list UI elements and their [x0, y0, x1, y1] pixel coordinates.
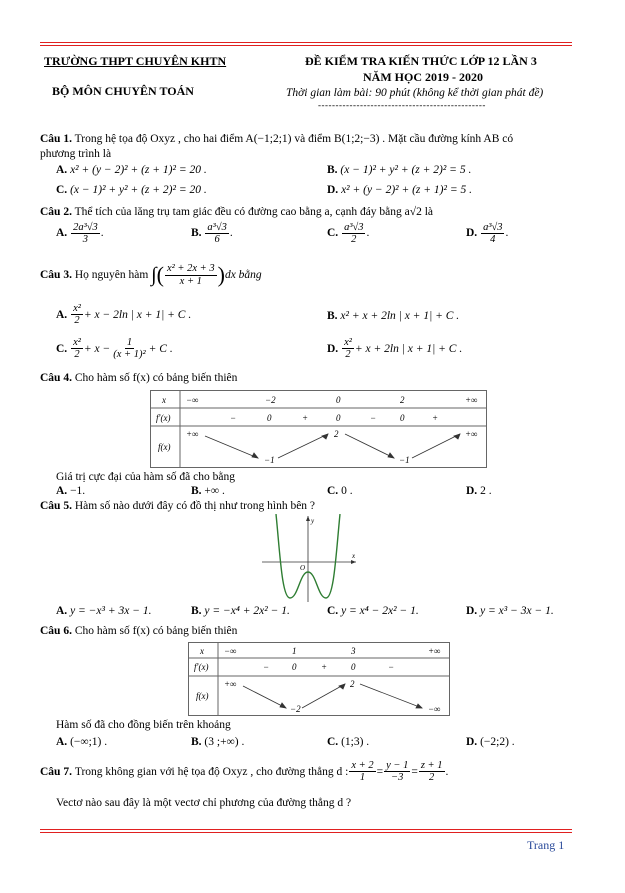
q3-option-b[interactable]: B. x² + x + 2ln | x + 1| + C . [327, 310, 460, 322]
q5-option-a[interactable]: A. y = −x³ + 3x − 1. [56, 605, 152, 617]
bottom-rule-2 [40, 832, 572, 833]
question-label: Câu 5. [40, 500, 72, 512]
q6-sign: 0 [351, 662, 356, 672]
q5-option-d[interactable]: D. y = x³ − 3x − 1. [466, 605, 554, 617]
q6-fprime-label: f′(x) [194, 662, 209, 672]
question-text: Cho hàm số f(x) có bảng biến thiên [74, 372, 238, 384]
q4-sign: + [302, 413, 309, 423]
x-axis-label: x [352, 552, 356, 560]
q4-fprime-label: f′(x) [156, 413, 171, 423]
q4-f-label: f(x) [158, 442, 171, 452]
department: BỘ MÔN CHUYÊN TOÁN [52, 84, 194, 98]
top-rule-1 [40, 42, 572, 43]
question-4-prompt: Giá trị cực đại của hàm số đã cho bằng [56, 471, 235, 483]
q5-option-c[interactable]: C. y = x⁴ − 2x² − 1. [327, 605, 419, 617]
q1-option-d[interactable]: D. x² + (y − 2)² + (z + 1)² = 5 . [327, 184, 472, 196]
q4-x-val: +∞ [465, 395, 478, 405]
q4-x-val: −2 [265, 395, 276, 405]
page-number: Trang 1 [527, 838, 565, 852]
q4-sign: + [432, 413, 439, 423]
q6-option-b[interactable]: B. (3 ;+∞) . [191, 736, 245, 748]
q4-option-b[interactable]: B. +∞ . [191, 485, 225, 497]
q6-x-val: 3 [351, 646, 356, 656]
q3-option-d[interactable]: D. $\frac{\text{x²}}{2}$ + x + 2ln | x + 1| + C . [327, 337, 463, 361]
q6-sign: + [321, 662, 328, 672]
q4-f-val: −1 [264, 455, 275, 465]
dash-line: ------------------------------------------------ [318, 100, 486, 110]
q4-x-label: x [162, 395, 166, 405]
question-3: Câu 3. Họ nguyên hàm ∫ ( $\frac{\text{x² + 2x + 3}}{x + 1}$ ) dx bằng [40, 262, 262, 287]
question-7-prompt: Vectơ nào sau đây là một vectơ chỉ phương của đường thẳng d ? [56, 797, 352, 809]
question-label: Câu 6. [40, 625, 72, 637]
school-year: NĂM HỌC 2019 - 2020 [363, 70, 483, 84]
q4-sign: − [370, 413, 377, 423]
q1-option-c[interactable]: C. (x − 1)² + y² + (z + 2)² = 20 . [56, 184, 207, 196]
question-6 [40, 625, 237, 637]
q4-sign: − [230, 413, 237, 423]
q5-option-b[interactable]: B. y = −x⁴ + 2x² − 1. [191, 605, 290, 617]
q1-option-a[interactable]: A. x² + (y − 2)² + (z + 1)² = 20 . [56, 164, 207, 176]
q6-sign: − [263, 662, 270, 672]
q3-option-c[interactable]: C. $\frac{\text{x²}}{2}$ + x − $\frac{1}{\text{(x + 1)²}}$ + C . [56, 337, 173, 361]
q6-f-val: −∞ [428, 704, 441, 714]
q4-sign: 0 [336, 413, 341, 423]
exam-title: ĐỀ KIỂM TRA KIẾN THỨC LỚP 12 LẦN 3 [305, 54, 537, 68]
question-6-prompt: Hàm số đã cho đồng biến trên khoảng [56, 719, 231, 731]
q6-f-label: f(x) [196, 691, 209, 701]
q6-x-label: x [200, 646, 204, 656]
question-2 [40, 206, 433, 218]
school-name: TRƯỜNG THPT CHUYÊN KHTN [44, 54, 227, 68]
variation-table-q4 [150, 390, 487, 468]
q4-x-val: 2 [400, 395, 405, 405]
time-note: Thời gian làm bài: 90 phút (không kể thời gian phát đề) [286, 87, 544, 99]
q4-f-val: 2 [334, 429, 339, 439]
question-text: Trong không gian với hệ tọa độ Oxyz , cho đường thẳng d : [74, 765, 349, 778]
q1-option-b[interactable]: B. (x − 1)² + y² + (z + 2)² = 5 . [327, 164, 472, 176]
variation-table-q6 [188, 642, 450, 716]
q6-sign: − [388, 662, 395, 672]
question-4 [40, 372, 237, 384]
q6-f-val: 2 [350, 679, 355, 689]
question-1-line2: phương trình là [40, 148, 112, 160]
question-label: Câu 1. [40, 133, 72, 145]
bottom-rule-1 [40, 829, 572, 830]
question-text: Cho hàm số f(x) có bảng biến thiên [74, 625, 238, 637]
origin-label: O [300, 564, 306, 572]
q4-f-val: +∞ [465, 429, 478, 439]
top-rule-2 [40, 45, 572, 46]
q6-option-c[interactable]: C. (1;3) . [327, 736, 370, 748]
y-axis-label: y [311, 517, 315, 525]
q3-option-a[interactable]: A. $\frac{\text{x²}}{2}$ + x − 2ln | x + 1| + C . [56, 303, 192, 327]
question-5 [40, 500, 315, 512]
question-7: Câu 7. Trong không gian với hệ tọa độ Oxyz , cho đường thẳng d : $\frac{x + 2}{1}$ = $\frac{y - 1}{-3}$ = $\frac{z + 1}{2}$ . [40, 760, 449, 784]
q2-option-c[interactable]: C. $\frac{\text{a³√3}}{2}$ . [327, 222, 370, 246]
q6-option-a[interactable]: A. (−∞;1) . [56, 736, 108, 748]
question-text: Thể tích của lăng trụ tam giác đều có đường cao bằng a, cạnh đáy bằng a√2 là [74, 206, 434, 218]
q6-f-val: +∞ [224, 679, 237, 689]
q6-x-val: 1 [292, 646, 297, 656]
q5-graph [258, 514, 358, 604]
q4-x-val: 0 [336, 395, 341, 405]
question-text: Họ nguyên hàm [74, 269, 149, 281]
question-text: Trong hệ tọa độ Oxyz , cho hai điểm A(−1;2;1) và điểm B(1;2;−3) . Mặt cầu đường kính AB có [74, 133, 514, 145]
q4-sign: 0 [267, 413, 272, 423]
q6-x-val: −∞ [224, 646, 237, 656]
question-label: Câu 3. [40, 269, 72, 281]
q2-option-d[interactable]: D. $\frac{\text{a³√3}}{4}$ . [466, 222, 509, 246]
q4-f-val: +∞ [186, 429, 199, 439]
q2-option-b[interactable]: B. $\frac{\text{a³√3}}{6}$ . [191, 222, 233, 246]
q4-option-c[interactable]: C. 0 . [327, 485, 353, 497]
question-label: Câu 7. [40, 765, 72, 778]
q2-option-a[interactable]: A. $\frac{\text{2a³√3}}{3}$ . [56, 222, 104, 246]
question-text: Hàm số nào dưới đây có đồ thị như trong hình bên ? [74, 500, 316, 512]
q4-sign: 0 [400, 413, 405, 423]
q4-f-val: −1 [399, 455, 410, 465]
q4-option-a[interactable]: A. −1. [56, 485, 86, 497]
q6-option-d[interactable]: D. (−2;2) . [466, 736, 515, 748]
question-label: Câu 2. [40, 206, 72, 218]
q4-x-val: −∞ [186, 395, 199, 405]
q6-x-val: +∞ [428, 646, 441, 656]
q4-option-d[interactable]: D. 2 . [466, 485, 492, 497]
q6-sign: 0 [292, 662, 297, 672]
q6-f-val: −2 [290, 704, 301, 714]
question-label: Câu 4. [40, 372, 72, 384]
question-1 [40, 133, 513, 145]
